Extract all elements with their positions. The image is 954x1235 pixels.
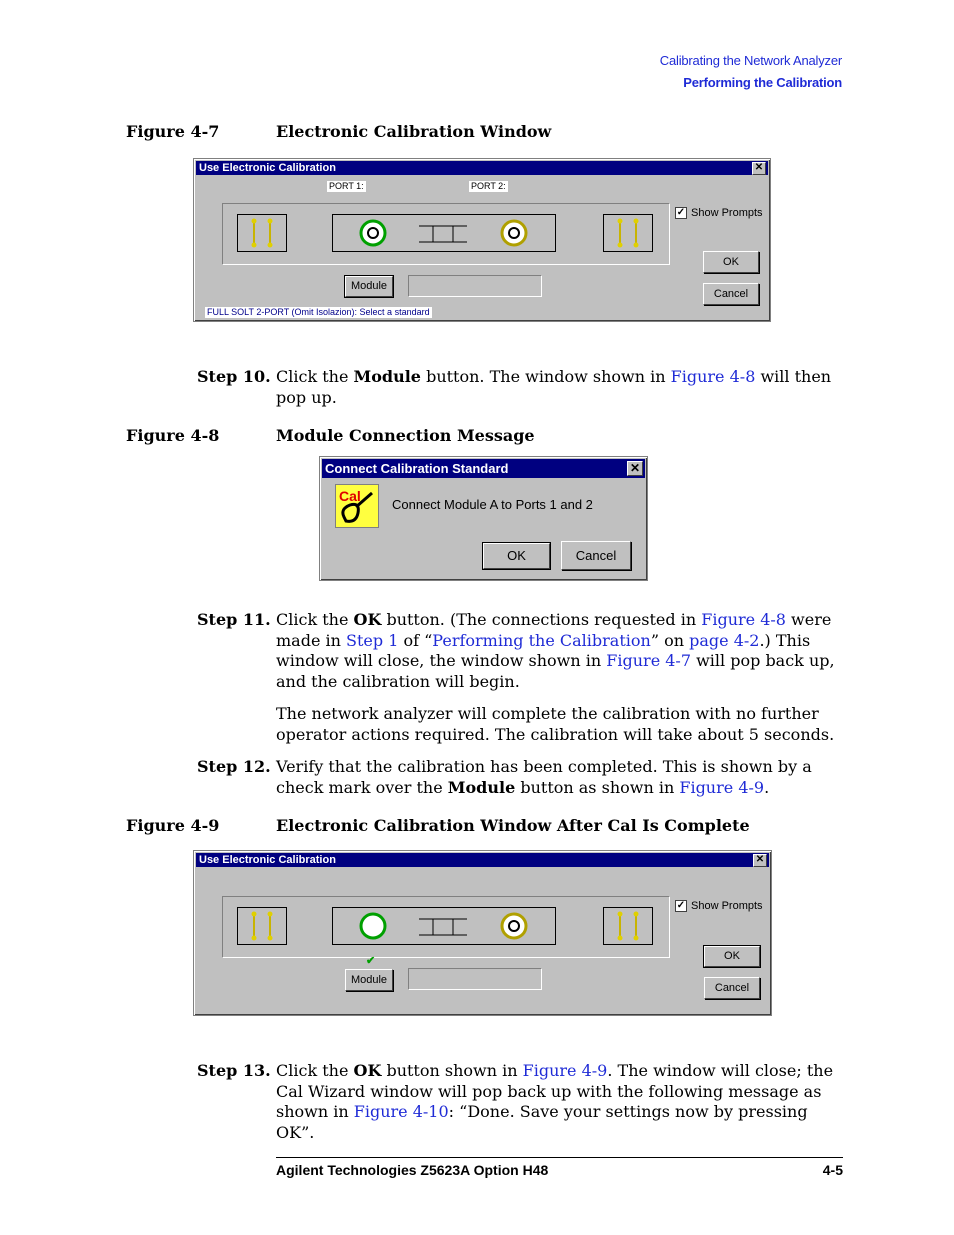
running-header-section: Performing the Calibration — [683, 75, 842, 90]
link-page-4-2[interactable]: page 4-2 — [689, 630, 760, 650]
cable-icon — [238, 908, 286, 944]
figure-4-9-label: Figure 4-9 — [126, 816, 220, 835]
page-number: 4-5 — [822, 1162, 843, 1178]
connect-calibration-dialog — [319, 456, 648, 581]
ecal-module-graphic[interactable] — [332, 214, 556, 252]
step-13-text: Click the OK button shown in Figure 4-9. The window will close; the Cal Wizard window will pop back up with the following message as shown in Figure 4-10: “Done. Save your settings now by pressing OK”. — [276, 1061, 834, 1142]
link-figure-4-7[interactable]: Figure 4-7 — [606, 651, 692, 670]
dialog-titlebar — [196, 853, 769, 867]
cable-icon — [604, 908, 652, 944]
port2-cable[interactable] — [603, 907, 653, 945]
dialog-title: Use Electronic Calibration — [199, 162, 336, 174]
electronic-calibration-dialog — [193, 158, 771, 322]
port1-label: PORT 1: — [329, 181, 364, 191]
cancel-button[interactable]: Cancel — [704, 977, 760, 999]
electronic-calibration-complete-dialog — [193, 850, 772, 1016]
cancel-button[interactable]: Cancel — [561, 541, 631, 570]
link-step-1[interactable]: Step 1 — [346, 630, 399, 650]
link-performing-the-calibration[interactable]: Performing the Calibration — [432, 630, 651, 650]
module-status-field — [408, 968, 542, 990]
step-13-label: Step 13. — [197, 1061, 271, 1080]
dialog-titlebar — [196, 161, 768, 175]
step-11-text: Click the OK button. (The connections requested in Figure 4-8 were made in Step 1 of “Performing the Calibration” on page 4-2.) This window will close, the window shown in Figure 4-7 will pop back up, and the calibration will begin. — [276, 610, 835, 691]
cable-icon — [238, 215, 286, 251]
figure-4-9-title: Electronic Calibration Window After Cal Is Complete — [276, 816, 750, 835]
module-button[interactable]: Module — [345, 276, 393, 297]
close-icon[interactable]: ✕ — [752, 162, 766, 175]
port2-cable[interactable] — [603, 214, 653, 252]
ecal-module-icon — [333, 215, 555, 251]
running-header-chapter: Calibrating the Network Analyzer — [659, 53, 842, 68]
step-11-paragraph-2: The network analyzer will complete the calibration with no further operator actions required. The calibration will take about 5 seconds. — [276, 704, 835, 744]
figure-4-8-title: Module Connection Message — [276, 426, 535, 445]
port1-cable[interactable] — [237, 214, 287, 252]
step-12-text: Verify that the calibration has been completed. This is shown by a check mark over the Module button as shown in Figure 4-9. — [276, 757, 812, 797]
show-prompts-checkbox[interactable]: ✓ — [676, 900, 686, 911]
ecal-module-icon — [333, 908, 555, 944]
figure-4-7-label: Figure 4-7 — [126, 122, 220, 141]
step-12-label: Step 12. — [197, 757, 271, 776]
link-figure-4-8[interactable]: Figure 4-8 — [670, 367, 756, 386]
cancel-button[interactable]: Cancel — [703, 283, 759, 305]
port1-cable[interactable] — [237, 907, 287, 945]
ok-button[interactable]: OK — [704, 946, 760, 967]
step-11-label: Step 11. — [197, 610, 271, 629]
figure-4-7-title: Electronic Calibration Window — [276, 122, 552, 141]
module-status-field — [408, 275, 542, 297]
dialog-titlebar — [322, 459, 645, 478]
cal-icon-text: Cal — [339, 488, 361, 504]
link-figure-4-10[interactable]: Figure 4-10 — [353, 1102, 449, 1121]
footer-rule — [276, 1157, 843, 1158]
figure-4-8-label: Figure 4-8 — [126, 426, 220, 445]
step-10-text: Click the Module button. The window shown in Figure 4-8 will then pop up. — [276, 367, 832, 407]
complete-check-icon: ✔ — [366, 955, 376, 967]
show-prompts-checkbox[interactable]: ✓ — [676, 207, 686, 218]
show-prompts-label: Show Prompts — [691, 900, 763, 912]
dialog-title: Use Electronic Calibration — [199, 854, 336, 866]
connection-message: Connect Module A to Ports 1 and 2 — [392, 497, 593, 512]
close-icon[interactable]: ✕ — [627, 461, 643, 476]
dialog-title: Connect Calibration Standard — [325, 461, 509, 476]
show-prompts-label: Show Prompts — [691, 207, 763, 219]
link-figure-4-9[interactable]: Figure 4-9 — [522, 1061, 608, 1080]
link-figure-4-8[interactable]: Figure 4-8 — [701, 610, 786, 629]
ok-button[interactable]: OK — [483, 543, 550, 569]
step-10-label: Step 10. — [197, 367, 271, 386]
module-button[interactable]: Module — [345, 969, 393, 991]
ecal-module-graphic[interactable] — [332, 907, 556, 945]
link-figure-4-9[interactable]: Figure 4-9 — [679, 777, 765, 797]
cal-icon — [335, 484, 379, 528]
ok-button[interactable]: OK — [703, 251, 759, 273]
cable-icon — [604, 215, 652, 251]
close-icon[interactable]: ✕ — [753, 854, 767, 867]
status-message: FULL SOLT 2-PORT (Omit Isolazion): Select a standard — [207, 307, 430, 317]
port2-label: PORT 2: — [471, 181, 506, 191]
footer-title: Agilent Technologies Z5623A Option H48 — [276, 1162, 549, 1178]
